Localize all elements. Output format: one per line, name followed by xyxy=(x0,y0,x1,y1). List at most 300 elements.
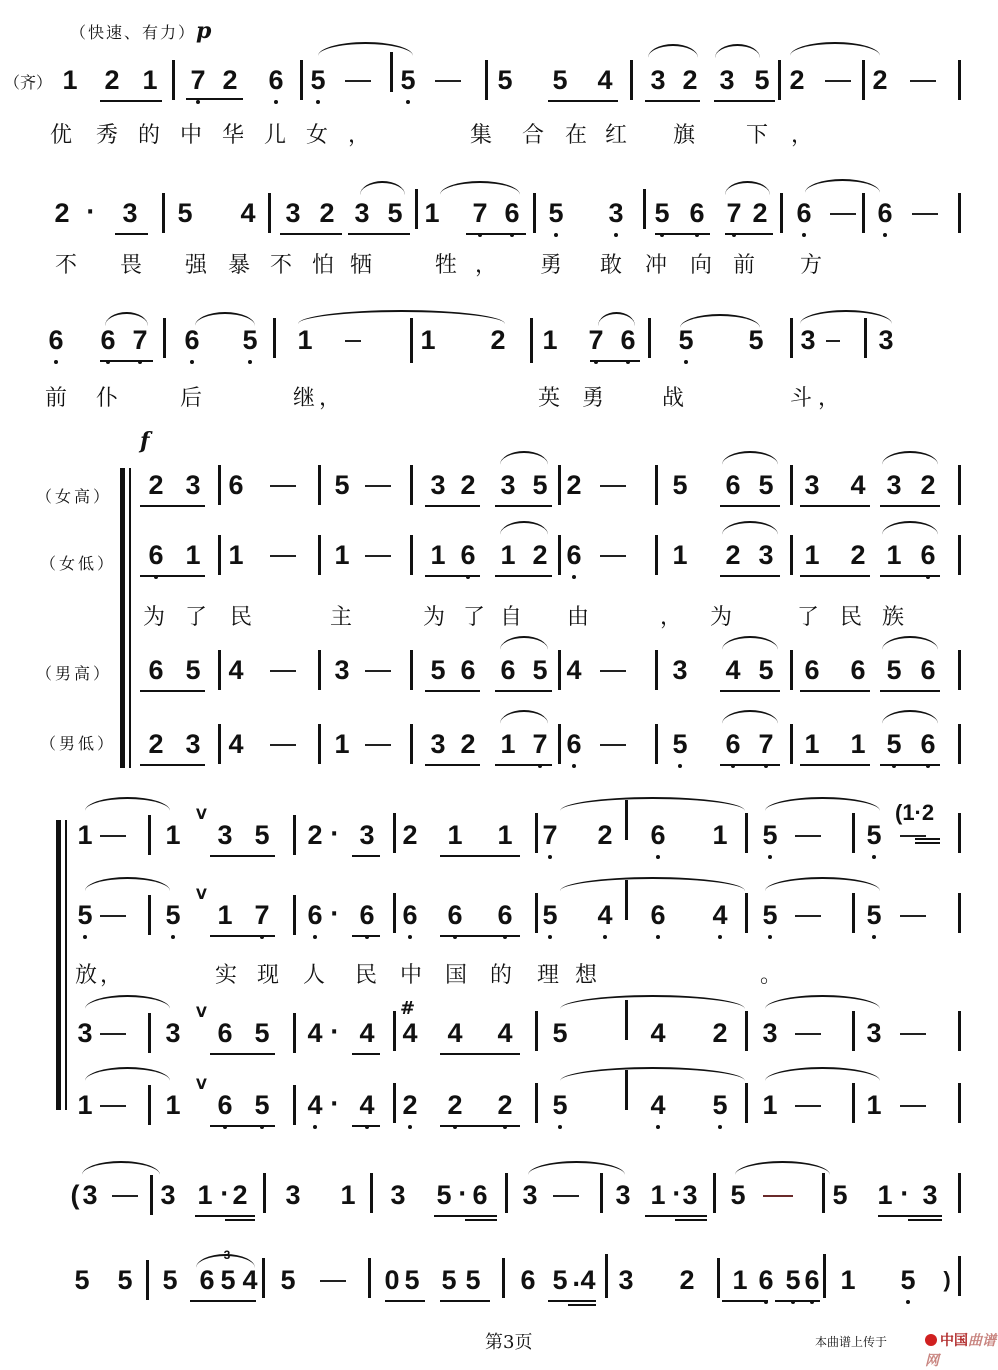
slur xyxy=(500,451,548,465)
note: 5 xyxy=(77,900,93,930)
underline-beam xyxy=(878,1215,942,1217)
note: 5 xyxy=(532,470,548,500)
note: 6 xyxy=(48,325,64,355)
lyric-char: 。 xyxy=(760,963,783,988)
barline xyxy=(318,650,321,690)
sustain-dash xyxy=(900,1033,926,1035)
sustain-dash xyxy=(900,915,926,917)
sustain-dash xyxy=(365,555,391,557)
note: 4 xyxy=(240,198,256,228)
barline xyxy=(393,1011,396,1051)
underline-beam xyxy=(465,1219,497,1221)
barline xyxy=(148,895,151,935)
tempo-marking: （快速、有力）p xyxy=(70,18,214,44)
low-octave-dot xyxy=(316,100,320,104)
note: 5 xyxy=(254,1090,270,1120)
low-octave-dot xyxy=(768,935,772,939)
note: 5 xyxy=(162,1265,178,1295)
underline-beam xyxy=(495,690,552,692)
note: 1 xyxy=(886,540,902,570)
slur xyxy=(722,521,778,535)
sustain-dash xyxy=(345,80,371,82)
note: 2 xyxy=(232,1180,248,1210)
augmentation-dot: · xyxy=(220,1182,229,1207)
note: 3 xyxy=(430,729,446,759)
note: 3 xyxy=(522,1180,538,1210)
slur xyxy=(598,312,635,326)
underline-beam xyxy=(425,575,480,577)
note: 4 xyxy=(850,470,866,500)
lyric-char: 了 xyxy=(185,605,208,630)
low-octave-dot xyxy=(554,233,558,237)
low-octave-dot xyxy=(656,1125,660,1129)
note: 4 xyxy=(725,655,741,685)
note: 3 xyxy=(285,198,301,228)
barline xyxy=(790,318,793,358)
note: 1 xyxy=(165,820,181,850)
note: 6 xyxy=(504,198,520,228)
barline xyxy=(293,1013,296,1053)
note: 6 xyxy=(100,325,116,355)
note: 6 xyxy=(520,1265,536,1295)
low-octave-dot xyxy=(718,935,722,939)
barline xyxy=(163,318,166,358)
note: 2 xyxy=(789,65,805,95)
breath-mark-icon: V xyxy=(196,807,207,823)
note: 6 xyxy=(359,900,375,930)
note: 3 xyxy=(866,1018,882,1048)
note: 5 xyxy=(552,65,568,95)
note: 6 xyxy=(148,540,164,570)
lyric-char: 主 xyxy=(330,605,353,630)
augmentation-dot: · xyxy=(900,1182,909,1207)
underline-beam xyxy=(140,505,205,507)
note: 1 xyxy=(447,820,463,850)
barline xyxy=(533,193,536,233)
lyric-char: 敢 xyxy=(600,253,623,278)
note: 1 xyxy=(62,65,78,95)
augmentation-dot: · xyxy=(86,200,95,225)
sustain-dash xyxy=(826,340,840,342)
slur xyxy=(790,42,880,56)
low-octave-dot xyxy=(656,935,660,939)
note: 3 xyxy=(650,65,666,95)
sustain-dash xyxy=(270,485,296,487)
note: 6 xyxy=(217,1018,233,1048)
sustain-dash xyxy=(910,80,936,82)
note: 3 xyxy=(122,198,138,228)
underline-beam xyxy=(195,1215,255,1217)
lyric-char: 的 xyxy=(490,963,513,988)
underline-beam xyxy=(190,1300,256,1302)
note: 7 xyxy=(542,820,558,850)
slur xyxy=(560,1067,745,1081)
barline xyxy=(625,1070,628,1110)
note: 6 xyxy=(500,655,516,685)
note: 4 xyxy=(242,1265,258,1295)
note: 6 xyxy=(650,820,666,850)
slur xyxy=(765,1067,880,1081)
augmentation-dot: . xyxy=(572,1267,581,1292)
note: 4 xyxy=(447,1018,463,1048)
paren-close: ) xyxy=(943,1267,951,1292)
note: 3 xyxy=(354,198,370,228)
note: 3 xyxy=(618,1265,634,1295)
note: 5 xyxy=(254,820,270,850)
note: 4 xyxy=(402,1018,418,1048)
lyric-char: 中 xyxy=(400,963,423,988)
low-octave-dot xyxy=(656,855,660,859)
note: 1 xyxy=(650,1180,666,1210)
note: 1 xyxy=(500,540,516,570)
barline xyxy=(410,724,413,764)
lyric-char: 民 xyxy=(355,963,378,988)
note: 5 xyxy=(678,325,694,355)
underline-beam xyxy=(440,935,520,937)
sustain-dash xyxy=(900,835,926,837)
sustain-dash xyxy=(435,80,461,82)
source-note: 本曲谱上传于 xyxy=(815,1335,888,1349)
note: 3 xyxy=(804,470,820,500)
barline xyxy=(600,1173,603,1213)
barline xyxy=(218,465,221,505)
barline xyxy=(162,193,165,233)
note: 3 xyxy=(285,1180,301,1210)
note: 6 xyxy=(268,65,284,95)
note: 4 xyxy=(359,1018,375,1048)
sustain-dash xyxy=(100,1105,126,1107)
triplet-mark: 3 xyxy=(223,1248,231,1262)
note: 5 xyxy=(310,65,326,95)
barline xyxy=(293,815,296,855)
low-octave-dot xyxy=(572,575,576,579)
system-brace xyxy=(120,468,125,768)
barline xyxy=(535,1083,538,1123)
system-brace-inner xyxy=(65,820,67,1110)
note: 2 xyxy=(532,540,548,570)
note: 3 xyxy=(77,1018,93,1048)
slur xyxy=(360,181,405,195)
note: 2 xyxy=(497,1090,513,1120)
barline xyxy=(745,893,748,933)
lyric-char: 在 xyxy=(565,123,588,148)
lyric-char: 的 xyxy=(138,123,161,148)
slur xyxy=(82,1161,160,1175)
note: 5 xyxy=(762,900,778,930)
slur xyxy=(725,181,770,195)
lyric-char: 放 xyxy=(75,963,98,988)
slur xyxy=(648,44,698,58)
barline xyxy=(958,1083,961,1123)
underline-beam xyxy=(140,764,205,766)
barline xyxy=(318,724,321,764)
note: 3 xyxy=(800,325,816,355)
barline xyxy=(958,650,961,690)
underline-beam xyxy=(210,935,275,937)
note: 4 xyxy=(712,900,728,930)
lyric-char: 合 xyxy=(522,123,545,148)
sustain-dash xyxy=(100,915,126,917)
barline xyxy=(558,650,561,690)
note: 5 xyxy=(552,1265,568,1295)
barline xyxy=(745,813,748,853)
barline xyxy=(393,813,396,853)
note: 1 xyxy=(877,1180,893,1210)
slur xyxy=(318,42,413,56)
barline xyxy=(172,60,175,100)
barline xyxy=(148,1085,151,1125)
barline xyxy=(293,895,296,935)
barline xyxy=(862,193,865,233)
low-octave-dot xyxy=(802,233,806,237)
barline xyxy=(852,813,855,853)
low-octave-dot xyxy=(558,1125,562,1129)
barline xyxy=(790,724,793,764)
note: 5 xyxy=(441,1265,457,1295)
underline-beam xyxy=(645,100,700,102)
slur xyxy=(805,179,880,193)
sustain-dash xyxy=(795,835,821,837)
note: 2 xyxy=(679,1265,695,1295)
barline xyxy=(535,893,538,933)
slur xyxy=(722,451,778,465)
barline xyxy=(262,1258,265,1298)
sustain-dash xyxy=(345,340,361,342)
note: 5 xyxy=(654,198,670,228)
barline xyxy=(745,1083,748,1123)
note: 5 xyxy=(532,655,548,685)
underline-beam xyxy=(908,1219,942,1221)
low-octave-dot xyxy=(883,233,887,237)
note: 1 xyxy=(334,540,350,570)
note: 2 xyxy=(307,820,323,850)
underline-beam xyxy=(352,1053,380,1055)
underline-beam xyxy=(495,764,552,766)
note: 5 xyxy=(762,820,778,850)
note: 4 xyxy=(566,655,582,685)
barline xyxy=(852,1083,855,1123)
note: 5 xyxy=(758,655,774,685)
lyric-char: ， xyxy=(660,605,683,630)
note: 6 xyxy=(148,655,164,685)
slur xyxy=(882,636,938,650)
barline xyxy=(393,1083,396,1123)
note: 2 xyxy=(54,198,70,228)
augmentation-dot: · xyxy=(330,902,339,927)
lyric-char: 国 xyxy=(445,963,468,988)
note: 6 xyxy=(796,198,812,228)
barline xyxy=(268,193,271,233)
note: 6 xyxy=(228,470,244,500)
note: 3 xyxy=(762,1018,778,1048)
note: 6 xyxy=(758,1265,774,1295)
slur xyxy=(560,995,745,1009)
lyric-char: 仆 xyxy=(96,386,119,411)
note: 6 xyxy=(804,655,820,685)
underline-beam xyxy=(495,575,552,577)
site-logo[interactable]: 中国曲谱网 xyxy=(925,1333,996,1369)
barline xyxy=(778,60,781,100)
note: 2 xyxy=(460,470,476,500)
note: 3 xyxy=(878,325,894,355)
barline xyxy=(823,1254,826,1298)
note: 3 xyxy=(82,1180,98,1210)
barline xyxy=(410,465,413,505)
underline-beam xyxy=(675,1219,707,1221)
logo-icon xyxy=(925,1334,937,1346)
slur xyxy=(735,1161,830,1175)
underline-beam xyxy=(440,1125,520,1127)
note: 6 xyxy=(307,900,323,930)
underline-beam xyxy=(348,233,410,235)
lyric-char: 为 xyxy=(143,605,166,630)
note: 6 xyxy=(689,198,705,228)
lyric-char: 了 xyxy=(797,605,820,630)
note: 2 xyxy=(566,470,582,500)
barline xyxy=(958,465,961,505)
note: 1 xyxy=(334,729,350,759)
note: 3 xyxy=(185,729,201,759)
lyric-char: ， xyxy=(348,123,371,148)
slur xyxy=(195,312,255,326)
slur xyxy=(882,451,938,465)
dynamic-forte: f xyxy=(140,428,150,454)
low-octave-dot xyxy=(572,764,576,768)
lyric-char: 由 xyxy=(567,605,590,630)
low-octave-dot xyxy=(906,1300,910,1304)
sustain-dash xyxy=(365,670,391,672)
note: 1 xyxy=(850,729,866,759)
note: 6 xyxy=(920,540,936,570)
note: 2 xyxy=(148,729,164,759)
slur xyxy=(765,995,880,1009)
note: 5 xyxy=(900,1265,916,1295)
note: 5 xyxy=(404,1265,420,1295)
underline-beam xyxy=(225,1219,255,1221)
note: 5 xyxy=(220,1265,236,1295)
note: 1 xyxy=(500,729,516,759)
note: 6 xyxy=(877,198,893,228)
barline xyxy=(530,318,533,363)
slur xyxy=(800,310,892,324)
slur xyxy=(765,797,880,811)
underline-beam xyxy=(385,1300,425,1302)
low-octave-dot xyxy=(614,233,618,237)
lyric-char: 畏 xyxy=(120,253,143,278)
barline xyxy=(625,1000,628,1040)
barline xyxy=(300,60,303,100)
underline-beam xyxy=(720,764,780,766)
note: 6 xyxy=(850,655,866,685)
note: 5 xyxy=(866,900,882,930)
note: 1 xyxy=(228,540,244,570)
note: 2 xyxy=(725,540,741,570)
sustain-dash xyxy=(270,744,296,746)
sustain-dash xyxy=(830,213,856,215)
barline xyxy=(146,1260,149,1300)
slur xyxy=(722,710,778,724)
note: 5 xyxy=(758,470,774,500)
underline-beam xyxy=(880,575,940,577)
note: 1 xyxy=(542,325,558,355)
note: 3 xyxy=(758,540,774,570)
note: 5 xyxy=(712,1090,728,1120)
barline xyxy=(852,1011,855,1051)
augmentation-dot: · xyxy=(458,1182,467,1207)
note: 6 xyxy=(920,729,936,759)
augmentation-dot: · xyxy=(330,822,339,847)
sustain-dash xyxy=(795,1105,821,1107)
underline-beam xyxy=(775,1300,820,1302)
note: 5 xyxy=(542,900,558,930)
lyric-char: 民 xyxy=(840,605,863,630)
lyric-char: 华 xyxy=(222,123,245,148)
note: 5 xyxy=(552,1018,568,1048)
note: 7 xyxy=(254,900,270,930)
barline xyxy=(410,318,413,363)
note: 5 xyxy=(254,1018,270,1048)
barline xyxy=(410,535,413,575)
sustain-dash xyxy=(100,835,126,837)
barline xyxy=(655,465,658,505)
underline-beam xyxy=(880,764,940,766)
underline-beam xyxy=(434,1215,497,1217)
augmentation-dot: · xyxy=(672,1182,681,1207)
slur xyxy=(882,521,938,535)
barline xyxy=(558,465,561,505)
note: 6 xyxy=(447,900,463,930)
lyric-char: ， xyxy=(791,123,814,148)
note: 2 xyxy=(402,820,418,850)
low-octave-dot xyxy=(768,855,772,859)
note: 2 xyxy=(850,540,866,570)
lyric-char: 战 xyxy=(662,386,685,411)
lyric-char: 冲 xyxy=(645,253,668,278)
underline-beam xyxy=(800,505,870,507)
barline xyxy=(415,189,418,229)
lyric-char: 人 xyxy=(303,963,326,988)
sustain-dash xyxy=(795,1033,821,1035)
barline xyxy=(505,1173,508,1213)
lyric-char: ， xyxy=(100,963,123,988)
note: 1 xyxy=(804,540,820,570)
note: 2 xyxy=(712,1018,728,1048)
underline-beam xyxy=(425,764,480,766)
note: 2 xyxy=(104,65,120,95)
note: 5 xyxy=(886,655,902,685)
note: 5 xyxy=(177,198,193,228)
sustain-dash xyxy=(600,555,626,557)
barline xyxy=(713,1173,716,1213)
underline-beam xyxy=(425,690,480,692)
underline-beam xyxy=(495,505,552,507)
note: 1 xyxy=(77,820,93,850)
note: 1 xyxy=(430,540,446,570)
underline-beam xyxy=(210,1125,275,1127)
low-octave-dot xyxy=(54,360,58,364)
note: 7 xyxy=(726,198,742,228)
note: 6 xyxy=(804,1265,820,1295)
underline-beam xyxy=(590,360,640,362)
lyric-char: 怕 xyxy=(312,253,335,278)
slur xyxy=(500,521,548,535)
underline-beam xyxy=(440,1053,520,1055)
note: 5 xyxy=(465,1265,481,1295)
underline-beam xyxy=(210,855,275,857)
underline-beam xyxy=(725,233,773,235)
note: 1 xyxy=(420,325,436,355)
note: 1 xyxy=(165,1090,181,1120)
